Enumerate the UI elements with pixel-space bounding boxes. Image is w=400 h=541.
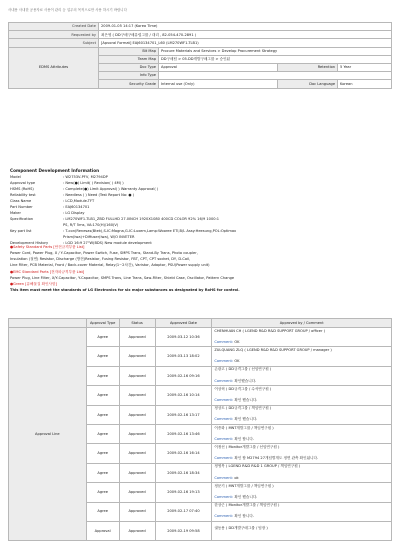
comment-text: OK	[234, 339, 240, 344]
edms-attributes-label: EDMS Attributes	[9, 47, 99, 88]
info-row	[10, 216, 390, 222]
header-blank	[9, 319, 87, 328]
approval-type: Agree	[86, 366, 119, 385]
approved-by-cell	[212, 463, 392, 482]
info-value: : Needless ( ) Need (Test Report No: ● )	[63, 192, 135, 197]
safety-line: Line Filter, PCB Material, Front / Back-cover Material, Relay(1~2차간), Varistor, Adaptor, PSU(Power supply unit)	[10, 263, 210, 268]
header-status: Status	[119, 319, 155, 328]
info-key: Model	[10, 174, 21, 179]
approval-status: Approved	[119, 328, 155, 347]
info-value: : New(●) Limit( ) Revision( ) 4M( )	[63, 180, 124, 185]
comment-label: Comment:	[214, 514, 234, 519]
info-row	[10, 204, 390, 210]
info-type-value	[159, 72, 392, 80]
component-title: Component Development Information	[10, 168, 100, 174]
comment-text: 확인 했습니다.	[234, 397, 258, 402]
standard-parts-notes	[10, 244, 390, 294]
approver-name: 이정선 ( Monitor개발그룹 / 선임연구원 )	[214, 444, 280, 449]
requested-by-label: Requested by	[9, 31, 99, 39]
comment-line	[214, 397, 389, 403]
comment-line	[214, 416, 389, 422]
approval-status: Approved	[119, 366, 155, 385]
approved-date: 2009-02-16 16:14	[155, 444, 212, 463]
component-info	[10, 168, 390, 246]
safety-line: Power Cord, Power Plug, X / Y-Capacitor, Power Switch, Fuse, SMPS Trans, Stand-By Trans, Photo coupler,	[10, 251, 198, 256]
doc-language-value: Korean	[338, 80, 392, 88]
team-map-label: Team Map	[99, 55, 159, 63]
info-key: Specification	[10, 216, 34, 221]
comment-text: 확인 합 M2794 27개념별개도 정면 관측 확인됩니다.	[234, 456, 319, 461]
comment-text: 확인 합니다.	[234, 436, 254, 441]
created-date-value: 2009-01-05 14:17 (Korea Time)	[99, 23, 392, 31]
approval-type: Agree	[86, 444, 119, 463]
approval-type: Agree	[86, 424, 119, 443]
comment-line	[214, 475, 389, 481]
retention-value: 5 Year	[338, 63, 392, 71]
info-type-label: Info Type	[99, 72, 159, 80]
comment-text: 확인 했습니다.	[234, 417, 258, 422]
green-title: ●Green [유해물질 확인사항]	[10, 281, 57, 286]
approved-by-cell	[212, 424, 392, 443]
approved-date: 2009-02-16 13:17	[155, 405, 212, 424]
info-value: : EAJ60134701	[63, 204, 90, 209]
info-key: Class Name	[10, 198, 32, 203]
created-date-label: Created Date	[9, 23, 99, 31]
info-value: : W2753V-PFV, M2794DP	[63, 174, 108, 179]
notice-text: 사내용 사내한 공용자료 사용이 관리 등 업무의 목적으로만 사용 하시기 바랍니다	[8, 8, 127, 12]
comment-text: 확인 합니다.	[234, 514, 254, 519]
info-key: Maker	[10, 210, 21, 215]
requested-by-value: 최은영 ( DD구매구매유럽그룹 / 대리 , 82-054-470-2891 )	[99, 31, 392, 39]
team-map-value: DD구매팀 > 05.DD개발구매그룹 > 승인됨	[159, 55, 392, 63]
approval-type: Agree	[86, 483, 119, 502]
green-line: This item must meet the standards of LG Electronics for six major substances as designated by RoHS for control.	[10, 288, 240, 293]
approval-status: Approved	[119, 405, 155, 424]
info-row	[10, 174, 390, 180]
info-row	[10, 198, 390, 204]
info-value: : LG Display	[63, 210, 85, 215]
bit-map-label: Bit Map	[99, 47, 159, 55]
approved-by-cell	[212, 386, 392, 405]
comment-line	[214, 378, 389, 384]
emc-title: ●EMC Standard Parts [전자파규격부품 List]	[10, 269, 85, 274]
comment-label: Comment:	[214, 378, 234, 383]
approved-by-cell	[212, 502, 392, 521]
approval-type: Agree	[86, 405, 119, 424]
approved-by-cell	[212, 444, 392, 463]
approval-type: Agree	[86, 328, 119, 347]
emc-line: Power Plug, Line Filter, X/Y-Capacitor, Y-Capacitor, SMPS Trans, Line Trans, Saw-Filter, Shield Case, Oscillator, Pattern Change	[10, 275, 235, 280]
subject-value: [Apvoral Format] EAJ60134701_L60 (LM270WF1-TLB1)	[99, 39, 392, 47]
comment-text: ok	[234, 475, 239, 480]
approved-by-cell	[212, 483, 392, 502]
comment-text: 확인 했습니다.	[234, 494, 258, 499]
approval-type: Agree	[86, 347, 119, 366]
approved-date: 2009-02-16 10:14	[155, 386, 212, 405]
header-approved-date: Approved Date	[155, 319, 212, 328]
comment-label: Comment:	[214, 339, 234, 344]
comment-line	[214, 436, 389, 442]
approval-line-label: Approval Line	[9, 328, 87, 541]
approved-date: 2009-02-16 19:13	[155, 483, 212, 502]
security-grade-value: Internal use (Only)	[159, 80, 278, 88]
approver-name: CHENHUAN CH ( LGEND R&D R&D SUPPORT GROUP / officer )	[214, 328, 326, 333]
info-row	[10, 228, 390, 234]
comment-line	[214, 358, 389, 364]
approved-by-cell	[212, 405, 392, 424]
header-approved-by: Approved by / Comment	[212, 319, 392, 328]
comment-text: 확인했습니다.	[234, 378, 257, 383]
comment-line	[214, 455, 389, 461]
approval-table	[8, 318, 392, 541]
retention-label: Retention	[278, 63, 338, 71]
approver-name: 정영목 ( LGEND R&D R&D 1 GROUP / 책임연구원 )	[214, 464, 301, 469]
approval-status: Approved	[119, 463, 155, 482]
approved-date: 2009-02-17 07:40	[155, 502, 212, 521]
approver-name: 이종화 ( MNT개발그룹 / 책임연구원 )	[214, 425, 274, 430]
subject-label: Subject	[9, 39, 99, 47]
approval-status: Approved	[119, 483, 155, 502]
info-value: : LCD,Module-TFT	[63, 198, 95, 203]
safety-title: ●Safety Standard Parts [안전규격부품 List]	[10, 244, 85, 249]
approval-status: Approved	[119, 386, 155, 405]
approval-type: Agree	[86, 463, 119, 482]
info-row	[10, 192, 390, 198]
approver-name: 정상도 ( DD규격그룹 / 책임연구원 )	[214, 406, 272, 411]
approver-name: 손광고 ( DD규격그룹 / 선임연구원 )	[214, 367, 272, 372]
info-key: HSMS (RoHS)	[10, 186, 34, 191]
info-value: : T-con(Renesas(Btek),S-IC:Magna,G-IC:Luxem,Lamp:Wooree ETI,B/L Assy:Heesung,POL:Optimax	[63, 228, 237, 233]
info-value: : Complete(●) Limit Approval( ) Warranty Approval( )	[63, 186, 159, 191]
approver-name: 이상혁 ( DD규격그룹 / 수석연구원 )	[214, 386, 272, 391]
info-row	[10, 234, 390, 240]
approved-date: 2009-02-16 18:34	[155, 463, 212, 482]
header-approval-type: Approval Type	[86, 319, 119, 328]
info-row	[10, 210, 390, 216]
approval-type: Approval	[86, 521, 119, 540]
approver-name: 정문기 ( MNT개발그룹 / 책임연구원 )	[214, 483, 274, 488]
approval-type: Agree	[86, 386, 119, 405]
approved-date: 2009-02-16 13:46	[155, 424, 212, 443]
doc-type-label: Doc Type	[99, 63, 159, 71]
safety-line: Insulation (절연) Resistor, Discharge (방전)Resistor, Fusing Resistor, FBT, CPT, CPT socket, DY, D-Coil,	[10, 257, 191, 262]
approved-date: 2009-03-13 18:02	[155, 347, 212, 366]
approved-date: 2009-03-12 10:36	[155, 328, 212, 347]
comment-label: Comment:	[214, 494, 234, 499]
comment-label: Comment:	[214, 456, 234, 461]
approved-by-cell	[212, 366, 392, 385]
comment-label: Comment:	[214, 397, 234, 402]
info-key: Key part list	[10, 228, 32, 233]
meta-table	[8, 22, 392, 89]
comment-line	[214, 339, 389, 345]
comment-line	[214, 494, 389, 500]
info-key: Development History	[10, 240, 49, 245]
info-row	[10, 180, 390, 186]
comment-label: Comment:	[214, 436, 234, 441]
approver-name: ZULQUANG ZLQ ( LGEND R&D R&D SUPPORT GROUP / manager )	[214, 347, 332, 352]
info-key: Approval type	[10, 180, 36, 185]
info-value: PS, R/T 5ms, VA:170(H)/160(V)	[63, 222, 119, 227]
approval-type: Agree	[86, 502, 119, 521]
comment-text: OK	[234, 359, 240, 364]
approver-name: 한상근 ( Monitor개발그룹 / 책임연구원 )	[214, 503, 280, 508]
approval-status: Approved	[119, 347, 155, 366]
comment-label: Comment:	[214, 359, 234, 364]
info-value: : LGD 16:9 27"W(BDS) New module development	[63, 240, 152, 245]
approved-by-cell	[212, 347, 392, 366]
info-value: Prism(Iwa)+Diffuser(Iwa), W/O INVETER	[63, 234, 135, 239]
approval-status: Approved	[119, 424, 155, 443]
comment-label: Comment:	[214, 417, 234, 422]
approval-header-row	[9, 319, 392, 328]
approved-by-cell	[212, 328, 392, 347]
approver-name: 권동용 ( DD개발구매그룹 / 팀장 )	[214, 525, 268, 530]
approval-status: Approved	[119, 502, 155, 521]
approval-status: Approved	[119, 521, 155, 540]
approved-date: 2009-02-16 09:16	[155, 366, 212, 385]
info-value: : LM270WF1-TLB1_ZBD FULLHD 27.0INCH 1920X1080 400CD COLOR 92% 16/9 1000:1	[63, 216, 220, 221]
info-row	[10, 222, 390, 228]
approved-by-cell	[212, 521, 392, 540]
bit-map-value: Procure Materials and Services > Develop Procurement Strategy	[159, 47, 392, 55]
approved-date: 2009-02-19 09:58	[155, 521, 212, 540]
security-grade-label: Security Grade	[99, 80, 159, 88]
info-key: Reliability test	[10, 192, 36, 197]
approval-status: Approved	[119, 444, 155, 463]
doc-language-label: Doc Language	[278, 80, 338, 88]
info-row	[10, 186, 390, 192]
info-key: Part Number	[10, 204, 33, 209]
doc-type-value: Approval	[159, 63, 278, 71]
comment-label: Comment:	[214, 475, 234, 480]
comment-line	[214, 513, 389, 519]
approval-row	[9, 328, 392, 347]
